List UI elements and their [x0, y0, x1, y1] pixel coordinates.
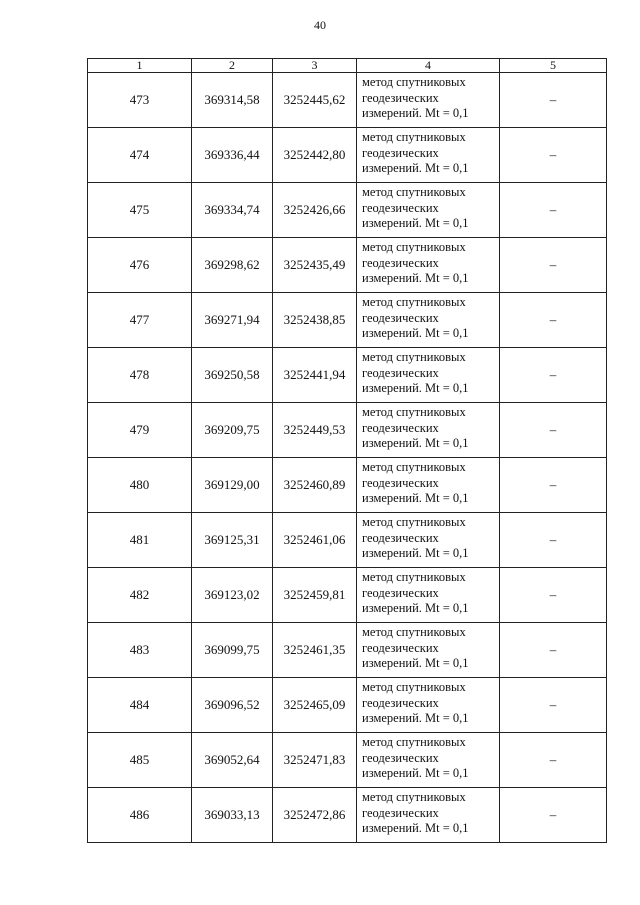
method-text-line: измерений. Mt = 0,1: [362, 106, 469, 120]
point-number-cell: 480: [88, 458, 192, 513]
table-row: [88, 73, 607, 128]
table-row: [88, 568, 607, 623]
method-text-line: геодезических: [362, 640, 439, 655]
column5-cell: –: [500, 733, 607, 788]
y-coordinate-cell: 3252435,49: [273, 238, 357, 293]
method-text-line: метод спутниковых: [362, 460, 466, 474]
y-coordinate-cell: 3252461,06: [273, 513, 357, 568]
x-coordinate-cell: 369298,62: [192, 238, 273, 293]
column5-cell: –: [500, 183, 607, 238]
method-text-line: геодезических: [362, 145, 439, 160]
point-number-cell: 474: [88, 128, 192, 183]
method-text-line: измерений. Mt = 0,1: [362, 766, 469, 780]
method-text-line: геодезических: [362, 475, 439, 490]
method-text-line: метод спутниковых: [362, 680, 466, 694]
point-number-cell: 485: [88, 733, 192, 788]
method-cell: [357, 678, 500, 733]
method-text-line: измерений. Mt = 0,1: [362, 491, 469, 505]
method-text-line: измерений. Mt = 0,1: [362, 821, 469, 835]
method-cell: [357, 128, 500, 183]
x-coordinate-cell: 369336,44: [192, 128, 273, 183]
method-text-line: метод спутниковых: [362, 735, 466, 749]
x-coordinate-cell: 369209,75: [192, 403, 273, 458]
table-row: [88, 623, 607, 678]
column-header: 4: [357, 59, 500, 73]
method-cell: [357, 183, 500, 238]
point-number-cell: 478: [88, 348, 192, 403]
method-text-line: метод спутниковых: [362, 405, 466, 419]
table-row: [88, 238, 607, 293]
column5-cell: –: [500, 513, 607, 568]
method-text-line: измерений. Mt = 0,1: [362, 546, 469, 560]
column5-cell: –: [500, 458, 607, 513]
method-text-line: измерений. Mt = 0,1: [362, 161, 469, 175]
coordinates-table: [87, 58, 607, 843]
x-coordinate-cell: 369052,64: [192, 733, 273, 788]
method-text-line: измерений. Mt = 0,1: [362, 271, 469, 285]
method-cell: [357, 623, 500, 678]
y-coordinate-cell: 3252471,83: [273, 733, 357, 788]
method-text-line: измерений. Mt = 0,1: [362, 216, 469, 230]
column5-cell: –: [500, 128, 607, 183]
column-header: 1: [88, 59, 192, 73]
page-number: 40: [314, 18, 326, 32]
column5-cell: –: [500, 568, 607, 623]
column5-cell: –: [500, 623, 607, 678]
table-row: [88, 513, 607, 568]
x-coordinate-cell: 369123,02: [192, 568, 273, 623]
method-cell: [357, 293, 500, 348]
table-row: [88, 788, 607, 843]
method-text-line: измерений. Mt = 0,1: [362, 381, 469, 395]
column-header: 5: [500, 59, 607, 73]
method-text-line: геодезических: [362, 420, 439, 435]
x-coordinate-cell: 369334,74: [192, 183, 273, 238]
column5-cell: –: [500, 678, 607, 733]
method-text-line: геодезических: [362, 750, 439, 765]
point-number-cell: 473: [88, 73, 192, 128]
method-text-line: геодезических: [362, 530, 439, 545]
x-coordinate-cell: 369096,52: [192, 678, 273, 733]
point-number-cell: 475: [88, 183, 192, 238]
column5-cell: –: [500, 348, 607, 403]
point-number-cell: 477: [88, 293, 192, 348]
method-text-line: геодезических: [362, 805, 439, 820]
column5-cell: –: [500, 73, 607, 128]
method-text-line: геодезических: [362, 255, 439, 270]
y-coordinate-cell: 3252449,53: [273, 403, 357, 458]
table-row: [88, 348, 607, 403]
method-cell: [357, 73, 500, 128]
method-text-line: геодезических: [362, 200, 439, 215]
table-row: [88, 733, 607, 788]
x-coordinate-cell: 369250,58: [192, 348, 273, 403]
point-number-cell: 481: [88, 513, 192, 568]
x-coordinate-cell: 369125,31: [192, 513, 273, 568]
point-number-cell: 476: [88, 238, 192, 293]
point-number-cell: 486: [88, 788, 192, 843]
method-cell: [357, 458, 500, 513]
y-coordinate-cell: 3252445,62: [273, 73, 357, 128]
method-text-line: измерений. Mt = 0,1: [362, 711, 469, 725]
column5-cell: –: [500, 788, 607, 843]
method-text-line: метод спутниковых: [362, 515, 466, 529]
column-header: 3: [273, 59, 357, 73]
method-cell: [357, 403, 500, 458]
method-text-line: метод спутниковых: [362, 570, 466, 584]
method-cell: [357, 733, 500, 788]
method-text-line: метод спутниковых: [362, 350, 466, 364]
table-body: [88, 59, 607, 843]
y-coordinate-cell: 3252460,89: [273, 458, 357, 513]
point-number-cell: 483: [88, 623, 192, 678]
method-text-line: геодезических: [362, 695, 439, 710]
y-coordinate-cell: 3252438,85: [273, 293, 357, 348]
y-coordinate-cell: 3252461,35: [273, 623, 357, 678]
method-cell: [357, 348, 500, 403]
table-row: [88, 128, 607, 183]
method-cell: [357, 238, 500, 293]
table-row: [88, 678, 607, 733]
point-number-cell: 484: [88, 678, 192, 733]
x-coordinate-cell: 369099,75: [192, 623, 273, 678]
method-text-line: метод спутниковых: [362, 625, 466, 639]
method-text-line: измерений. Mt = 0,1: [362, 656, 469, 670]
method-text-line: метод спутниковых: [362, 240, 466, 254]
method-text-line: геодезических: [362, 310, 439, 325]
column5-cell: –: [500, 403, 607, 458]
method-cell: [357, 788, 500, 843]
x-coordinate-cell: 369271,94: [192, 293, 273, 348]
x-coordinate-cell: 369314,58: [192, 73, 273, 128]
x-coordinate-cell: 369033,13: [192, 788, 273, 843]
method-text-line: измерений. Mt = 0,1: [362, 601, 469, 615]
method-text-line: метод спутниковых: [362, 75, 466, 89]
table-row: [88, 403, 607, 458]
method-text-line: метод спутниковых: [362, 185, 466, 199]
method-text-line: измерений. Mt = 0,1: [362, 326, 469, 340]
header-row: [88, 59, 607, 73]
column-header: 2: [192, 59, 273, 73]
y-coordinate-cell: 3252472,86: [273, 788, 357, 843]
column5-cell: –: [500, 293, 607, 348]
y-coordinate-cell: 3252442,80: [273, 128, 357, 183]
column5-cell: –: [500, 238, 607, 293]
x-coordinate-cell: 369129,00: [192, 458, 273, 513]
method-text-line: геодезических: [362, 585, 439, 600]
method-text-line: метод спутниковых: [362, 130, 466, 144]
method-cell: [357, 568, 500, 623]
y-coordinate-cell: 3252459,81: [273, 568, 357, 623]
table-row: [88, 458, 607, 513]
y-coordinate-cell: 3252465,09: [273, 678, 357, 733]
method-text-line: метод спутниковых: [362, 295, 466, 309]
method-cell: [357, 513, 500, 568]
point-number-cell: 479: [88, 403, 192, 458]
method-text-line: геодезических: [362, 90, 439, 105]
method-text-line: измерений. Mt = 0,1: [362, 436, 469, 450]
table-row: [88, 293, 607, 348]
y-coordinate-cell: 3252441,94: [273, 348, 357, 403]
point-number-cell: 482: [88, 568, 192, 623]
method-text-line: метод спутниковых: [362, 790, 466, 804]
method-text-line: геодезических: [362, 365, 439, 380]
table-row: [88, 183, 607, 238]
y-coordinate-cell: 3252426,66: [273, 183, 357, 238]
